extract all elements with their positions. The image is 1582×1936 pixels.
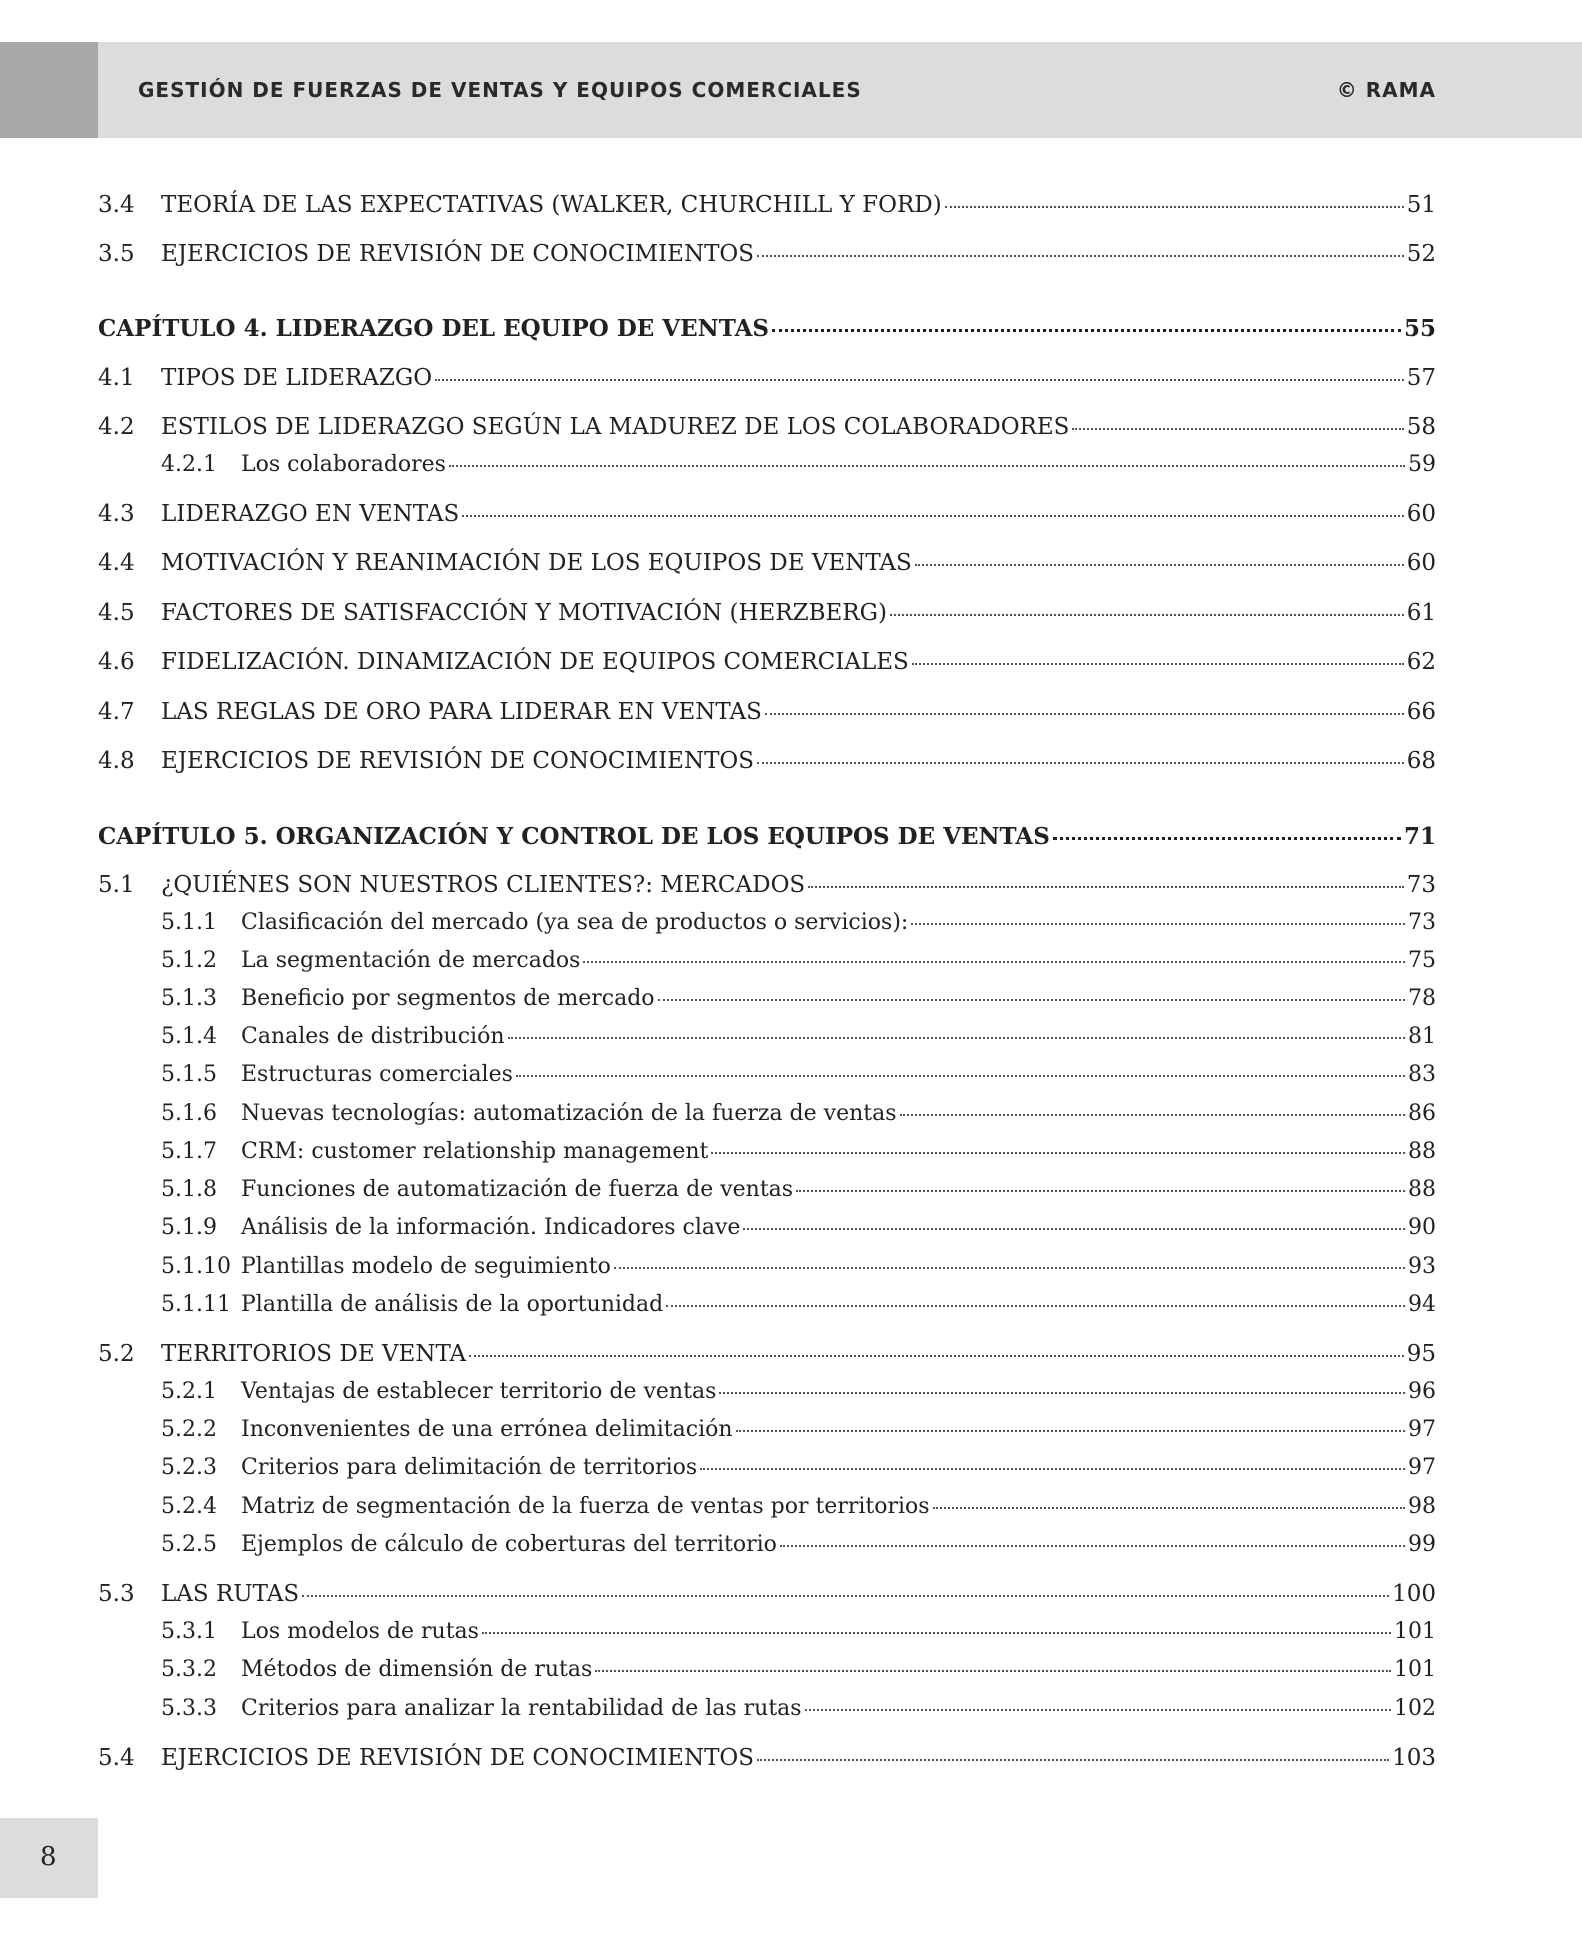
toc-entry-number: 5.1.7 [161,1139,217,1164]
toc-subsection [98,1379,1436,1415]
toc-entry-number: 5.1.11 [161,1292,231,1317]
toc-entry-page: 98 [1408,1494,1436,1519]
toc-entry-title: TERRITORIOS DE VENTA [161,1341,467,1367]
toc-entry-page: 57 [1406,365,1436,391]
dot-leader [933,1506,1405,1509]
toc-section [98,1581,1436,1617]
toc-entry-number: 4.1 [98,365,135,391]
toc-entry-number: 5.1.8 [161,1177,217,1202]
toc-entry-number: 5.3 [98,1581,135,1607]
toc-entry-page: 96 [1408,1379,1436,1404]
toc-section [98,414,1436,450]
toc-entry-title: TEORÍA DE LAS EXPECTATIVAS (WALKER, CHURCHILL Y FORD) [161,192,942,218]
toc-entry-page: 94 [1408,1292,1436,1317]
dot-leader [911,922,1405,925]
toc-entry-page: 78 [1408,986,1436,1011]
toc-entry-page: 58 [1406,414,1436,440]
toc-section [98,699,1436,735]
toc-entry-page: 73 [1408,910,1436,935]
toc-entry-number: 5.2 [98,1341,135,1367]
dot-leader [462,514,1403,517]
toc-entry-title: Nuevas tecnologías: automatización de la fuerza de ventas [241,1101,897,1126]
toc-entry-page: 71 [1403,823,1436,850]
publisher: © RAMA [1336,78,1436,102]
toc-subsection [98,1062,1436,1098]
toc-entry-number: 4.2 [98,414,135,440]
toc-entry-title: EJERCICIOS DE REVISIÓN DE CONOCIMIENTOS [161,748,755,774]
toc-entry-title: Canales de distribución [241,1024,505,1049]
dot-leader [614,1266,1405,1269]
dot-leader [658,998,1405,1001]
toc-section [98,600,1436,636]
toc-entry-title: Métodos de dimensión de rutas [241,1657,593,1682]
toc-entry-number: 5.1.1 [161,910,217,935]
toc-entry-number: 5.3.3 [161,1696,217,1721]
toc-entry-number: 5.3.2 [161,1657,217,1682]
toc-entry-number: 5.1.10 [161,1254,231,1279]
toc-entry-number: 4.2.1 [161,452,217,477]
dot-leader [890,613,1404,616]
dot-leader [1072,427,1403,430]
toc-entry-page: 73 [1406,872,1436,898]
toc-entry-page: 59 [1408,452,1436,477]
toc-entry-number: 5.2.1 [161,1379,217,1404]
dot-leader [805,1708,1391,1711]
toc-section [98,192,1436,228]
toc-entry-title: CAPÍTULO 4. LIDERAZGO DEL EQUIPO DE VENTAS [98,315,770,342]
toc-entry-title: CRM: customer relationship management [241,1139,709,1164]
toc-entry-number: 5.1.5 [161,1062,217,1087]
toc-entry-page: 97 [1408,1417,1436,1442]
toc-entry-page: 100 [1392,1581,1436,1607]
dot-leader [719,1391,1405,1394]
toc-entry-title: Funciones de automatización de fuerza de ventas [241,1177,794,1202]
toc-entry-number: 5.2.4 [161,1494,217,1519]
dot-leader [595,1669,1391,1672]
dot-leader [796,1189,1405,1192]
toc-entry-title: ¿QUIÉNES SON NUESTROS CLIENTES?: MERCADOS [161,872,806,898]
toc-entry-number: 4.8 [98,748,135,774]
toc-entry-page: 66 [1406,699,1436,725]
toc-entry-page: 61 [1406,600,1436,626]
toc-entry-number: 5.1.9 [161,1215,217,1240]
toc-section [98,550,1436,586]
toc-entry-title: FIDELIZACIÓN. DINAMIZACIÓN DE EQUIPOS COMERCIALES [161,649,909,675]
toc-entry-page: 83 [1408,1062,1436,1087]
toc-entry-number: 4.6 [98,649,135,675]
toc-subsection [98,452,1436,488]
toc-entry-title: Los modelos de rutas [241,1619,479,1644]
toc-subsection [98,1101,1436,1137]
toc-subsection [98,1494,1436,1530]
toc-chapter [98,823,1436,859]
toc-section [98,1341,1436,1377]
toc-entry-title: EJERCICIOS DE REVISIÓN DE CONOCIMIENTOS [161,1745,755,1771]
toc-entry-number: 5.1.4 [161,1024,217,1049]
toc-entry-title: Estructuras comerciales [241,1062,513,1087]
toc-entry-page: 88 [1408,1139,1436,1164]
toc-entry-number: 5.3.1 [161,1619,217,1644]
toc-entry-number: 4.4 [98,550,135,576]
toc-entry-number: 5.1.6 [161,1101,217,1126]
toc-entry-page: 102 [1394,1696,1436,1721]
toc-entry-page: 95 [1406,1341,1436,1367]
toc-entry-page: 99 [1408,1532,1436,1557]
dot-leader [482,1631,1391,1634]
page-number: 8 [40,1842,57,1872]
toc-entry-title: Criterios para delimitación de territorios [241,1455,698,1480]
toc-subsection [98,1619,1436,1655]
dot-leader [435,378,1404,381]
toc-entry-page: 101 [1394,1619,1436,1644]
page-number-box [0,1818,98,1898]
dot-leader [736,1429,1405,1432]
toc-subsection [98,910,1436,946]
toc-entry-page: 52 [1406,241,1436,267]
toc-subsection [98,1455,1436,1491]
dot-leader [469,1354,1404,1357]
dot-leader [1053,836,1401,840]
toc-entry-number: 4.5 [98,600,135,626]
toc-entry-page: 68 [1406,748,1436,774]
toc-section [98,1745,1436,1781]
toc-subsection [98,1417,1436,1453]
dot-leader [772,328,1401,332]
toc-subsection [98,1024,1436,1060]
toc-subsection [98,1532,1436,1568]
dot-leader [757,1758,1389,1761]
toc-entry-title: Beneficio por segmentos de mercado [241,986,655,1011]
dot-leader [700,1467,1405,1470]
toc-subsection [98,1657,1436,1693]
dot-leader [666,1304,1405,1307]
toc-entry-page: 81 [1408,1024,1436,1049]
toc-entry-page: 75 [1408,948,1436,973]
running-header [98,42,1582,138]
toc-chapter [98,315,1436,351]
toc-entry-title: TIPOS DE LIDERAZGO [161,365,433,391]
toc-section [98,748,1436,784]
dot-leader [583,960,1405,963]
toc-entry-title: Inconvenientes de una errónea delimitación [241,1417,733,1442]
toc-entry-number: 5.1 [98,872,135,898]
dot-leader [912,662,1404,665]
toc-entry-page: 103 [1392,1745,1436,1771]
toc-section [98,501,1436,537]
dot-leader [757,254,1404,257]
toc-subsection [98,986,1436,1022]
toc-entry-page: 55 [1403,315,1436,342]
toc-entry-title: Clasificación del mercado (ya sea de productos o servicios): [241,910,909,935]
toc-entry-number: 5.2.3 [161,1455,217,1480]
toc-entry-number: 4.7 [98,699,135,725]
dot-leader [900,1113,1405,1116]
dot-leader [915,563,1404,566]
dot-leader [516,1074,1405,1077]
toc-entry-title: Ejemplos de cálculo de coberturas del territorio [241,1532,777,1557]
toc-section [98,241,1436,277]
toc-entry-title: Ventajas de establecer territorio de ventas [241,1379,717,1404]
toc-subsection [98,1254,1436,1290]
dot-leader [743,1227,1405,1230]
toc-entry-page: 93 [1408,1254,1436,1279]
toc-entry-number: 5.4 [98,1745,135,1771]
toc-entry-title: Matriz de segmentación de la fuerza de ventas por territorios [241,1494,930,1519]
toc-entry-title: Análisis de la información. Indicadores clave [241,1215,741,1240]
toc-entry-title: FACTORES DE SATISFACCIÓN Y MOTIVACIÓN (HERZBERG) [161,600,887,626]
toc-entry-page: 88 [1408,1177,1436,1202]
toc-entry-page: 90 [1408,1215,1436,1240]
dot-leader [449,464,1405,467]
header-tab [0,42,98,138]
toc-entry-page: 101 [1394,1657,1436,1682]
toc-entry-title: Criterios para analizar la rentabilidad de las rutas [241,1696,802,1721]
toc-entry-number: 3.5 [98,241,135,267]
toc-subsection [98,948,1436,984]
toc-entry-title: Plantillas modelo de seguimiento [241,1254,611,1279]
toc-section [98,649,1436,685]
book-title: GESTIÓN DE FUERZAS DE VENTAS Y EQUIPOS COMERCIALES [138,78,862,102]
toc-entry-title: LAS REGLAS DE ORO PARA LIDERAR EN VENTAS [161,699,762,725]
toc-section [98,872,1436,908]
toc-entry-page: 51 [1406,192,1436,218]
toc-subsection [98,1292,1436,1328]
toc-entry-number: 5.2.5 [161,1532,217,1557]
toc-entry-title: ESTILOS DE LIDERAZGO SEGÚN LA MADUREZ DE LOS COLABORADORES [161,414,1070,440]
toc-entry-title: Plantilla de análisis de la oportunidad [241,1292,664,1317]
toc-subsection [98,1215,1436,1251]
dot-leader [711,1151,1405,1154]
toc-section [98,365,1436,401]
toc-entry-number: 5.1.3 [161,986,217,1011]
toc-entry-page: 60 [1406,550,1436,576]
toc-entry-page: 97 [1408,1455,1436,1480]
toc-entry-page: 86 [1408,1101,1436,1126]
dot-leader [302,1594,1389,1597]
dot-leader [808,885,1404,888]
toc-entry-page: 60 [1406,501,1436,527]
dot-leader [780,1544,1405,1547]
toc-entry-title: EJERCICIOS DE REVISIÓN DE CONOCIMIENTOS [161,241,755,267]
toc-entry-number: 3.4 [98,192,135,218]
toc-subsection [98,1177,1436,1213]
dot-leader [757,761,1404,764]
dot-leader [945,205,1404,208]
toc-entry-number: 5.1.2 [161,948,217,973]
dot-leader [508,1036,1406,1039]
dot-leader [765,712,1404,715]
toc-entry-title: LAS RUTAS [161,1581,300,1607]
toc-subsection [98,1696,1436,1732]
toc-entry-title: MOTIVACIÓN Y REANIMACIÓN DE LOS EQUIPOS DE VENTAS [161,550,912,576]
toc-entry-title: Los colaboradores [241,452,446,477]
toc-entry-title: La segmentación de mercados [241,948,581,973]
toc-entry-number: 5.2.2 [161,1417,217,1442]
toc-entry-title: LIDERAZGO EN VENTAS [161,501,460,527]
toc-entry-page: 62 [1406,649,1436,675]
toc-subsection [98,1139,1436,1175]
toc-entry-title: CAPÍTULO 5. ORGANIZACIÓN Y CONTROL DE LOS EQUIPOS DE VENTAS [98,823,1050,850]
toc-entry-number: 4.3 [98,501,135,527]
